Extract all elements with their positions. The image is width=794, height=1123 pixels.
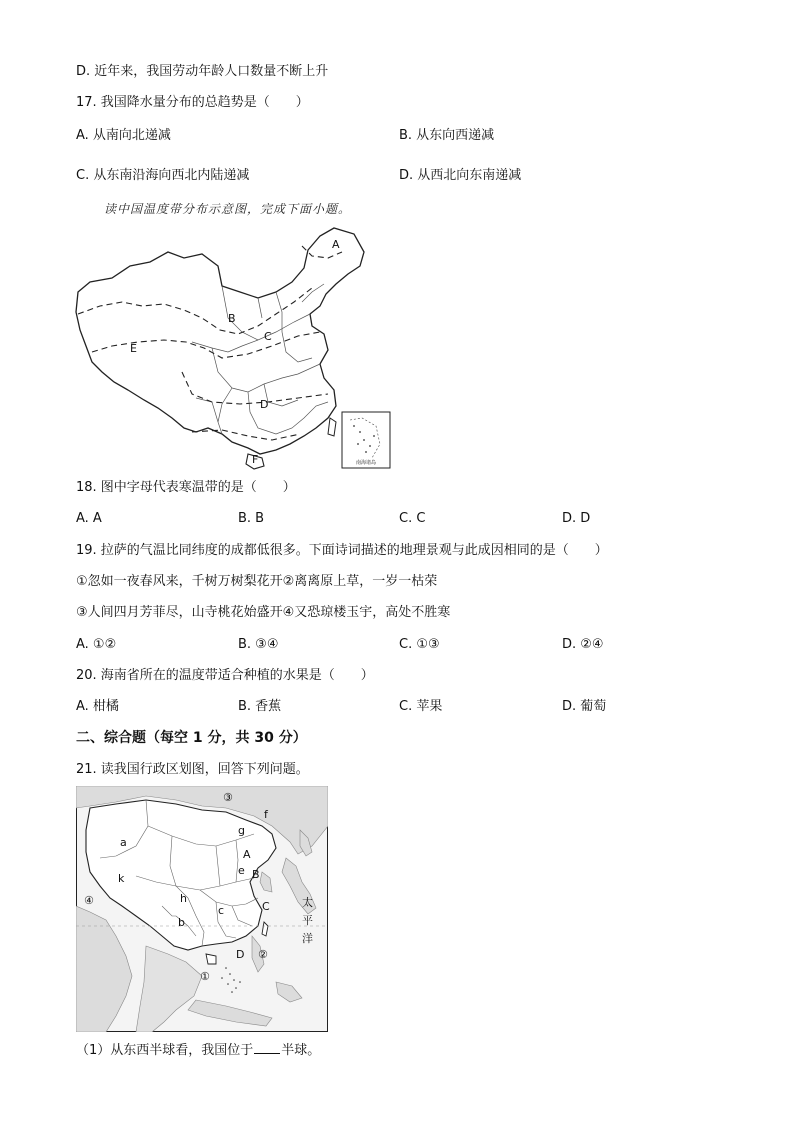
map-label-b: b	[178, 916, 185, 929]
map-label-circle-3: ③	[223, 791, 233, 804]
inset-caption: 南海诸岛	[355, 460, 377, 466]
administrative-division-map	[76, 786, 328, 1032]
ocean-label-char-3: 洋	[302, 932, 313, 945]
map-label-circle-2: ②	[258, 948, 268, 961]
map-label-upper-b: B	[252, 868, 260, 881]
q18-option-b: B. B	[238, 511, 265, 526]
q17-option-c: C. 从东南沿海向西北内陆递减	[76, 168, 250, 183]
q18-stem: 18. 图中字母代表寒温带的是（ ）	[76, 480, 296, 495]
q20-option-d: D. 葡萄	[562, 699, 607, 714]
map-label-upper-c: C	[262, 900, 270, 913]
ocean-label-char-1: 太	[302, 896, 313, 909]
q20-option-c: C. 苹果	[399, 699, 443, 714]
q17-stem: 17. 我国降水量分布的总趋势是（ ）	[76, 95, 309, 110]
zone-label-d: D	[260, 398, 269, 411]
q18-option-c: C. C	[399, 511, 426, 526]
zone-label-a: A	[332, 238, 340, 251]
map-label-circle-4: ④	[84, 894, 94, 907]
q21-sub1-text-before: （1）从东西半球看，我国位于	[76, 1043, 254, 1058]
map-label-c: c	[218, 904, 225, 917]
q19-option-a: A. ①②	[76, 637, 117, 652]
q20-option-a: A. 柑橘	[76, 699, 119, 714]
map-label-circle-1: ①	[200, 970, 210, 983]
map-label-h: h	[180, 892, 187, 905]
q19-option-d: D. ②④	[562, 637, 604, 652]
temperature-zone-map	[72, 222, 392, 472]
q20-option-b: B. 香蕉	[238, 699, 282, 714]
map-label-f: f	[264, 808, 268, 821]
q18-option-d: D. D	[562, 511, 591, 526]
zone-label-e: E	[130, 342, 137, 355]
zone-label-c: C	[264, 330, 272, 343]
q19-option-c: C. ①③	[399, 637, 440, 652]
map-label-a: a	[120, 836, 127, 849]
q19-poem-line-2: ③人间四月芳菲尽，山寺桃花始盛开④又恐琼楼玉宇，高处不胜寒	[76, 605, 451, 620]
zone-label-f: F	[252, 453, 259, 466]
q17-option-a: A. 从南向北递减	[76, 128, 171, 143]
map-label-g: g	[238, 824, 245, 837]
ocean-label-char-2: 平	[302, 914, 313, 927]
q19-option-b: B. ③④	[238, 637, 279, 652]
map1-caption: 读中国温度带分布示意图，完成下面小题。	[104, 202, 352, 216]
q18-option-a: A. A	[76, 511, 102, 526]
section-2-title: 二、综合题（每空 1 分，共 30 分）	[76, 730, 307, 746]
q21-sub1-answer-blank[interactable]	[254, 1041, 280, 1054]
map-label-e: e	[238, 864, 245, 877]
map-label-upper-a: A	[243, 848, 251, 861]
q19-stem: 19. 拉萨的气温比同纬度的成都低很多。下面诗词描述的地理景观与此成因相同的是（ ）	[76, 543, 608, 558]
q21-stem: 21. 读我国行政区划图，回答下列问题。	[76, 762, 309, 777]
q21-sub1-text-after: 半球。	[281, 1043, 321, 1058]
q17-option-b: B. 从东向西递减	[399, 128, 495, 143]
map-label-upper-d: D	[236, 948, 245, 961]
q17-option-d: D. 从西北向东南递减	[399, 168, 522, 183]
prev-question-option-d: D. 近年来，我国劳动年龄人口数量不断上升	[76, 64, 329, 79]
map-label-k: k	[118, 872, 125, 885]
q19-poem-line-1: ①忽如一夜春风来，千树万树梨花开②离离原上草，一岁一枯荣	[76, 574, 438, 589]
q21-sub-question-1	[76, 1041, 320, 1060]
zone-label-b: B	[228, 312, 236, 325]
q20-stem: 20. 海南省所在的温度带适合种植的水果是（ ）	[76, 668, 374, 683]
